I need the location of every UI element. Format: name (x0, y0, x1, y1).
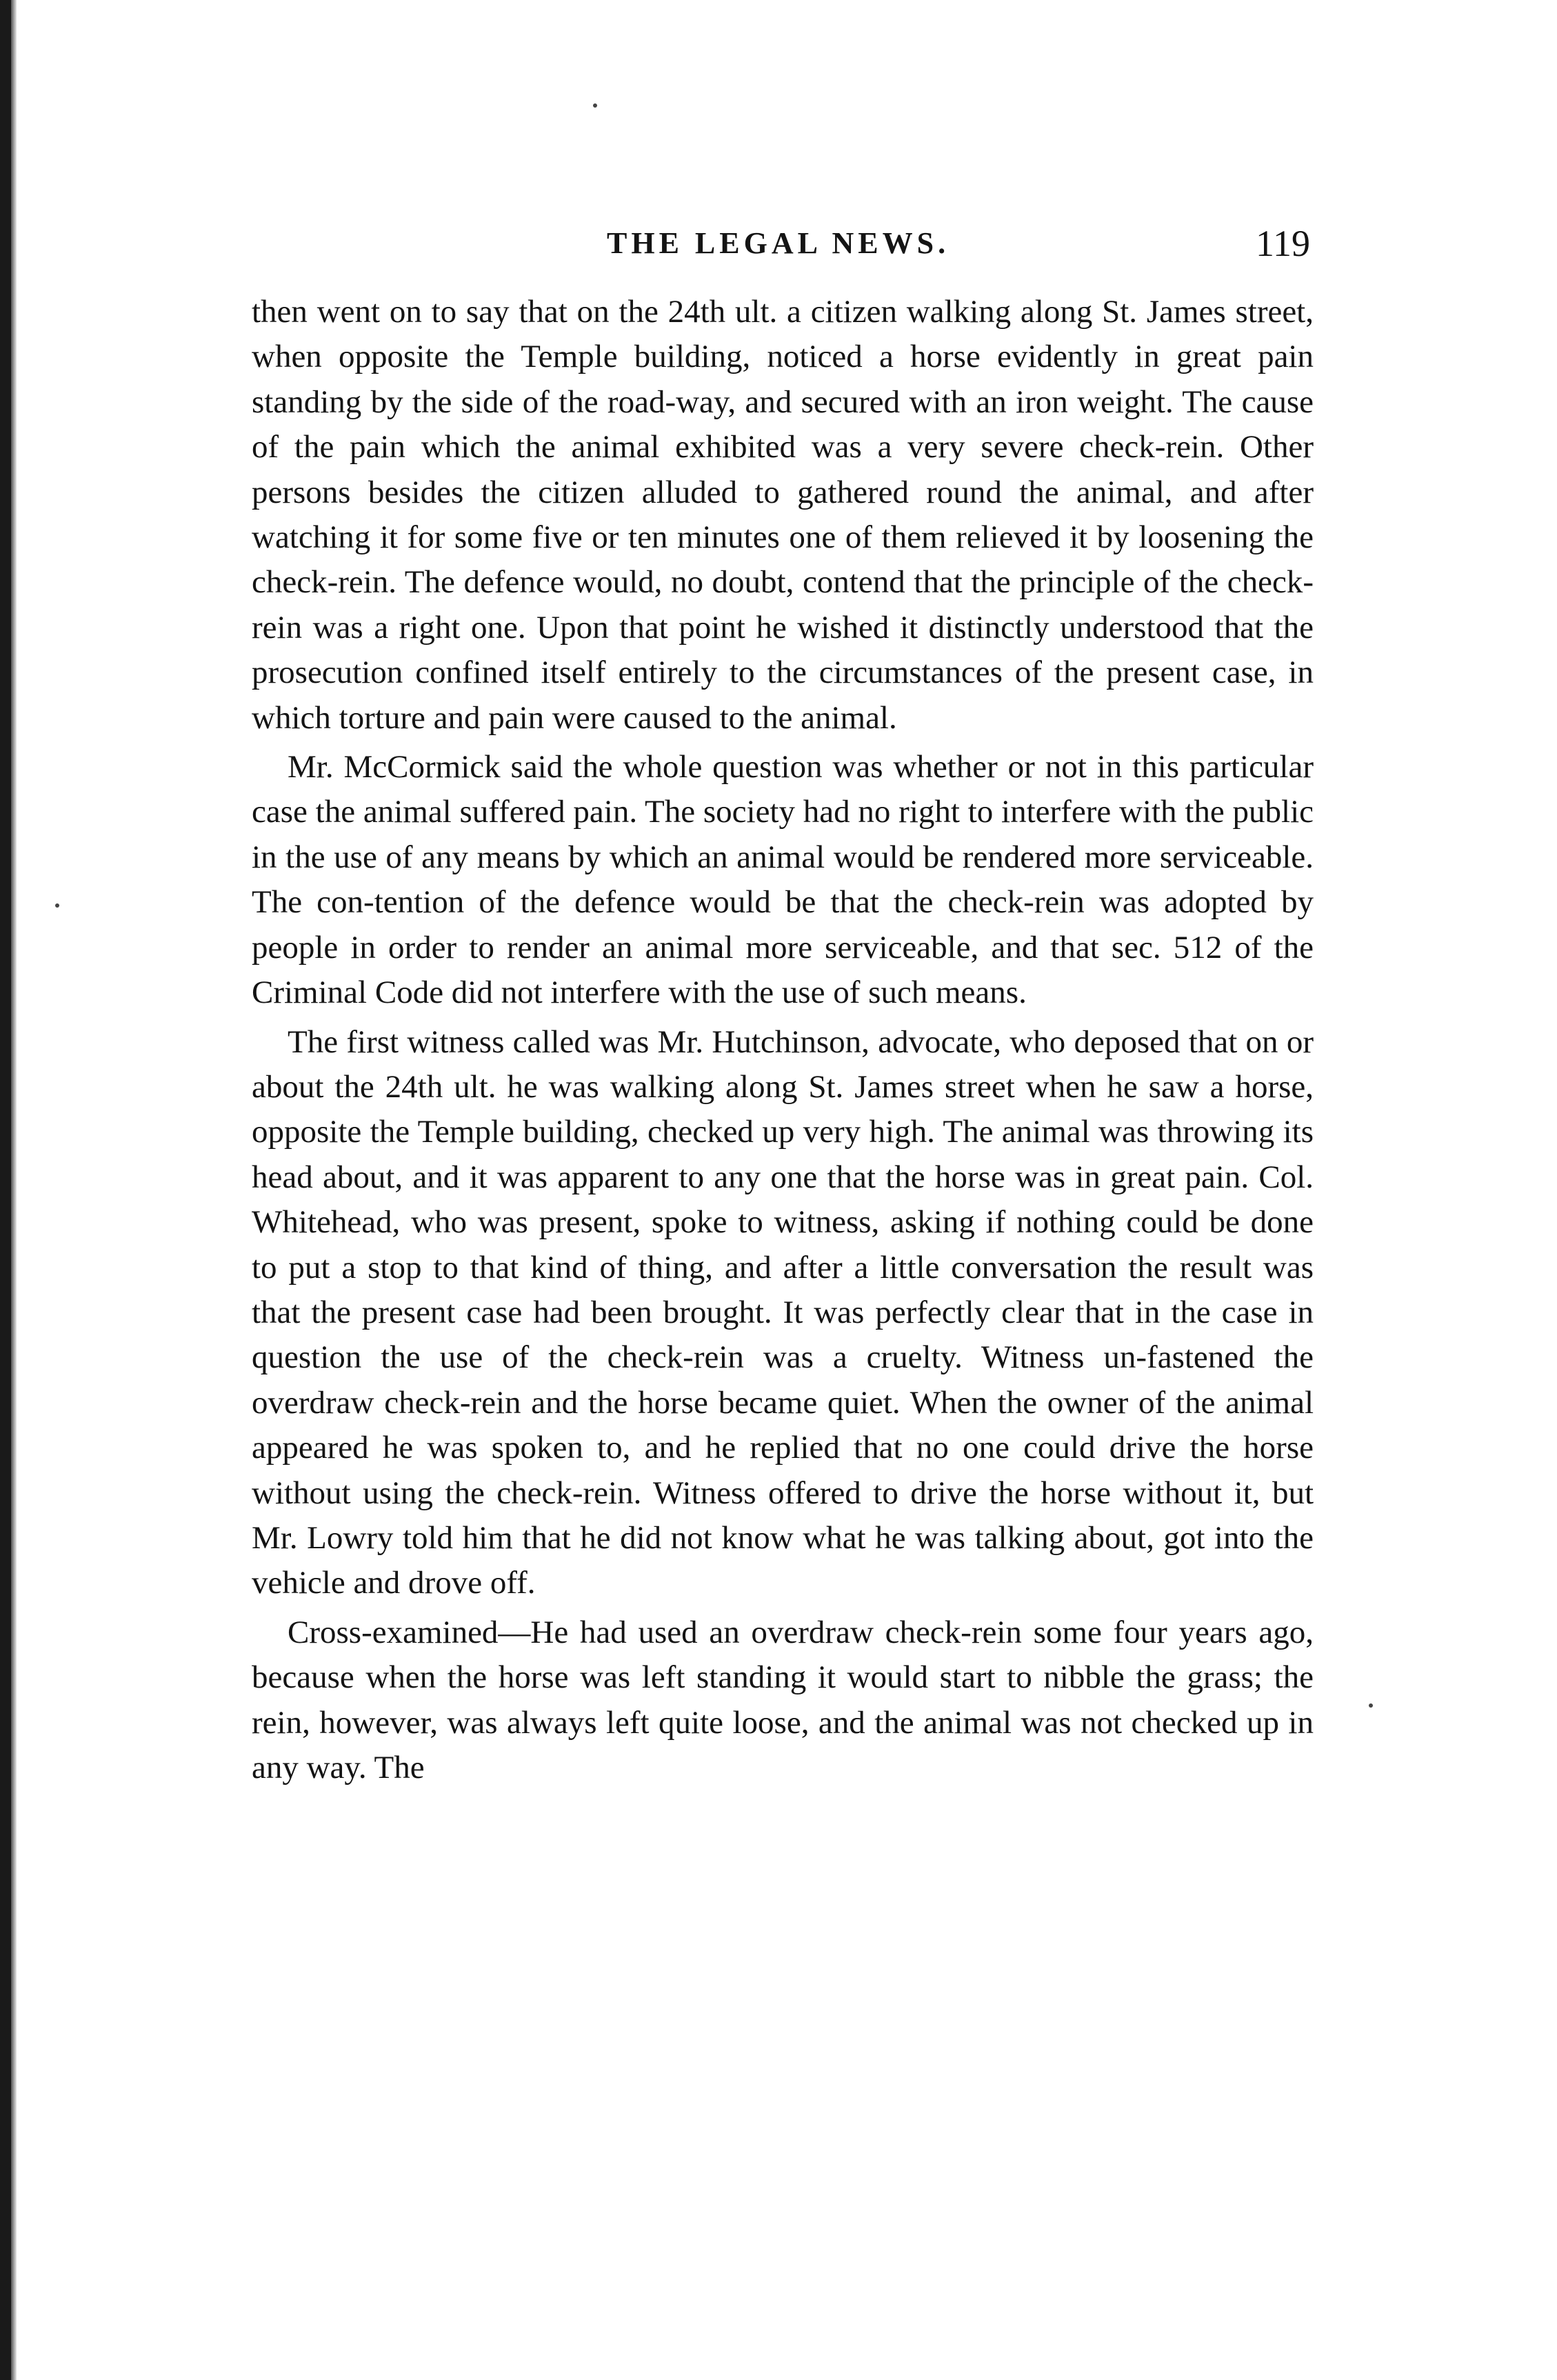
paragraph: Mr. McCormick said the whole question was whether or not in this particular case the animal suffered pain. The society had no right to interfere with the public in the use of any means by which an animal would be rendered more serviceable. The con-tention of the defence would be that the check-rein was adopted by people in order to render an animal more serviceable, and that sec. 512 of the Criminal Code did not interfere with the use of such means. (252, 749, 1314, 1011)
scan-speck (1369, 1703, 1373, 1708)
paragraph: then went on to say that on the 24th ult. a citizen walking along St. James street, when opposite the Temple building, noticed a horse evidently in great pain standing by the side of the road-way, and secured with an iron weight. The cause of the pain which the animal exhibited was a very severe check-rein. Other persons besides the citizen alluded to gathered round the animal, and after watching it for some five or ten minutes one of them relieved it by loosening the check-rein. The defence would, no doubt, contend that the principle of the check-rein was a right one. Upon that point he wished it distinctly understood that the prosecution confined itself entirely to the circumstances of the present case, in which torture and pain were caused to the animal. (252, 294, 1314, 736)
running-head (255, 219, 1310, 268)
scan-speck (55, 903, 59, 908)
scan-speck (593, 103, 597, 108)
paragraph: The first witness called was Mr. Hutchinson, advocate, who deposed that on or about the 24th ult. he was walking along St. James street when he saw a horse, opposite the Temple building, checked up very high. The animal was throwing its head about, and it was apparent to any one that the horse was in great pain. Col. Whitehead, who was present, spoke to witness, asking if nothing could be done to put a stop to that kind of thing, and after a little conversation the result was that the present case had been brought. It was perfectly clear that in the case in question the use of the check-rein was a cruelty. Witness un-fastened the overdraw check-rein and the horse became quiet. When the owner of the animal appeared he was spoken to, and he replied that no one could drive the horse without using the check-rein. Witness offered to drive the horse without it, but Mr. Lowry told him that he did not know what he was talking about, got into the vehicle and drove off. (252, 1023, 1314, 1601)
running-title: THE LEGAL NEWS. (607, 226, 950, 260)
paragraph: Cross-examined—He had used an overdraw check-rein some four years ago, because when the horse was left standing it would start to nibble the grass; the rein, however, was always left quite loose, and the animal was not checked up in any way. The (252, 1614, 1314, 1786)
scan-binding-edge (0, 0, 11, 2380)
scan-binding-shadow (11, 0, 17, 2380)
body-text (252, 290, 1314, 1794)
page-number: 119 (1256, 223, 1310, 264)
